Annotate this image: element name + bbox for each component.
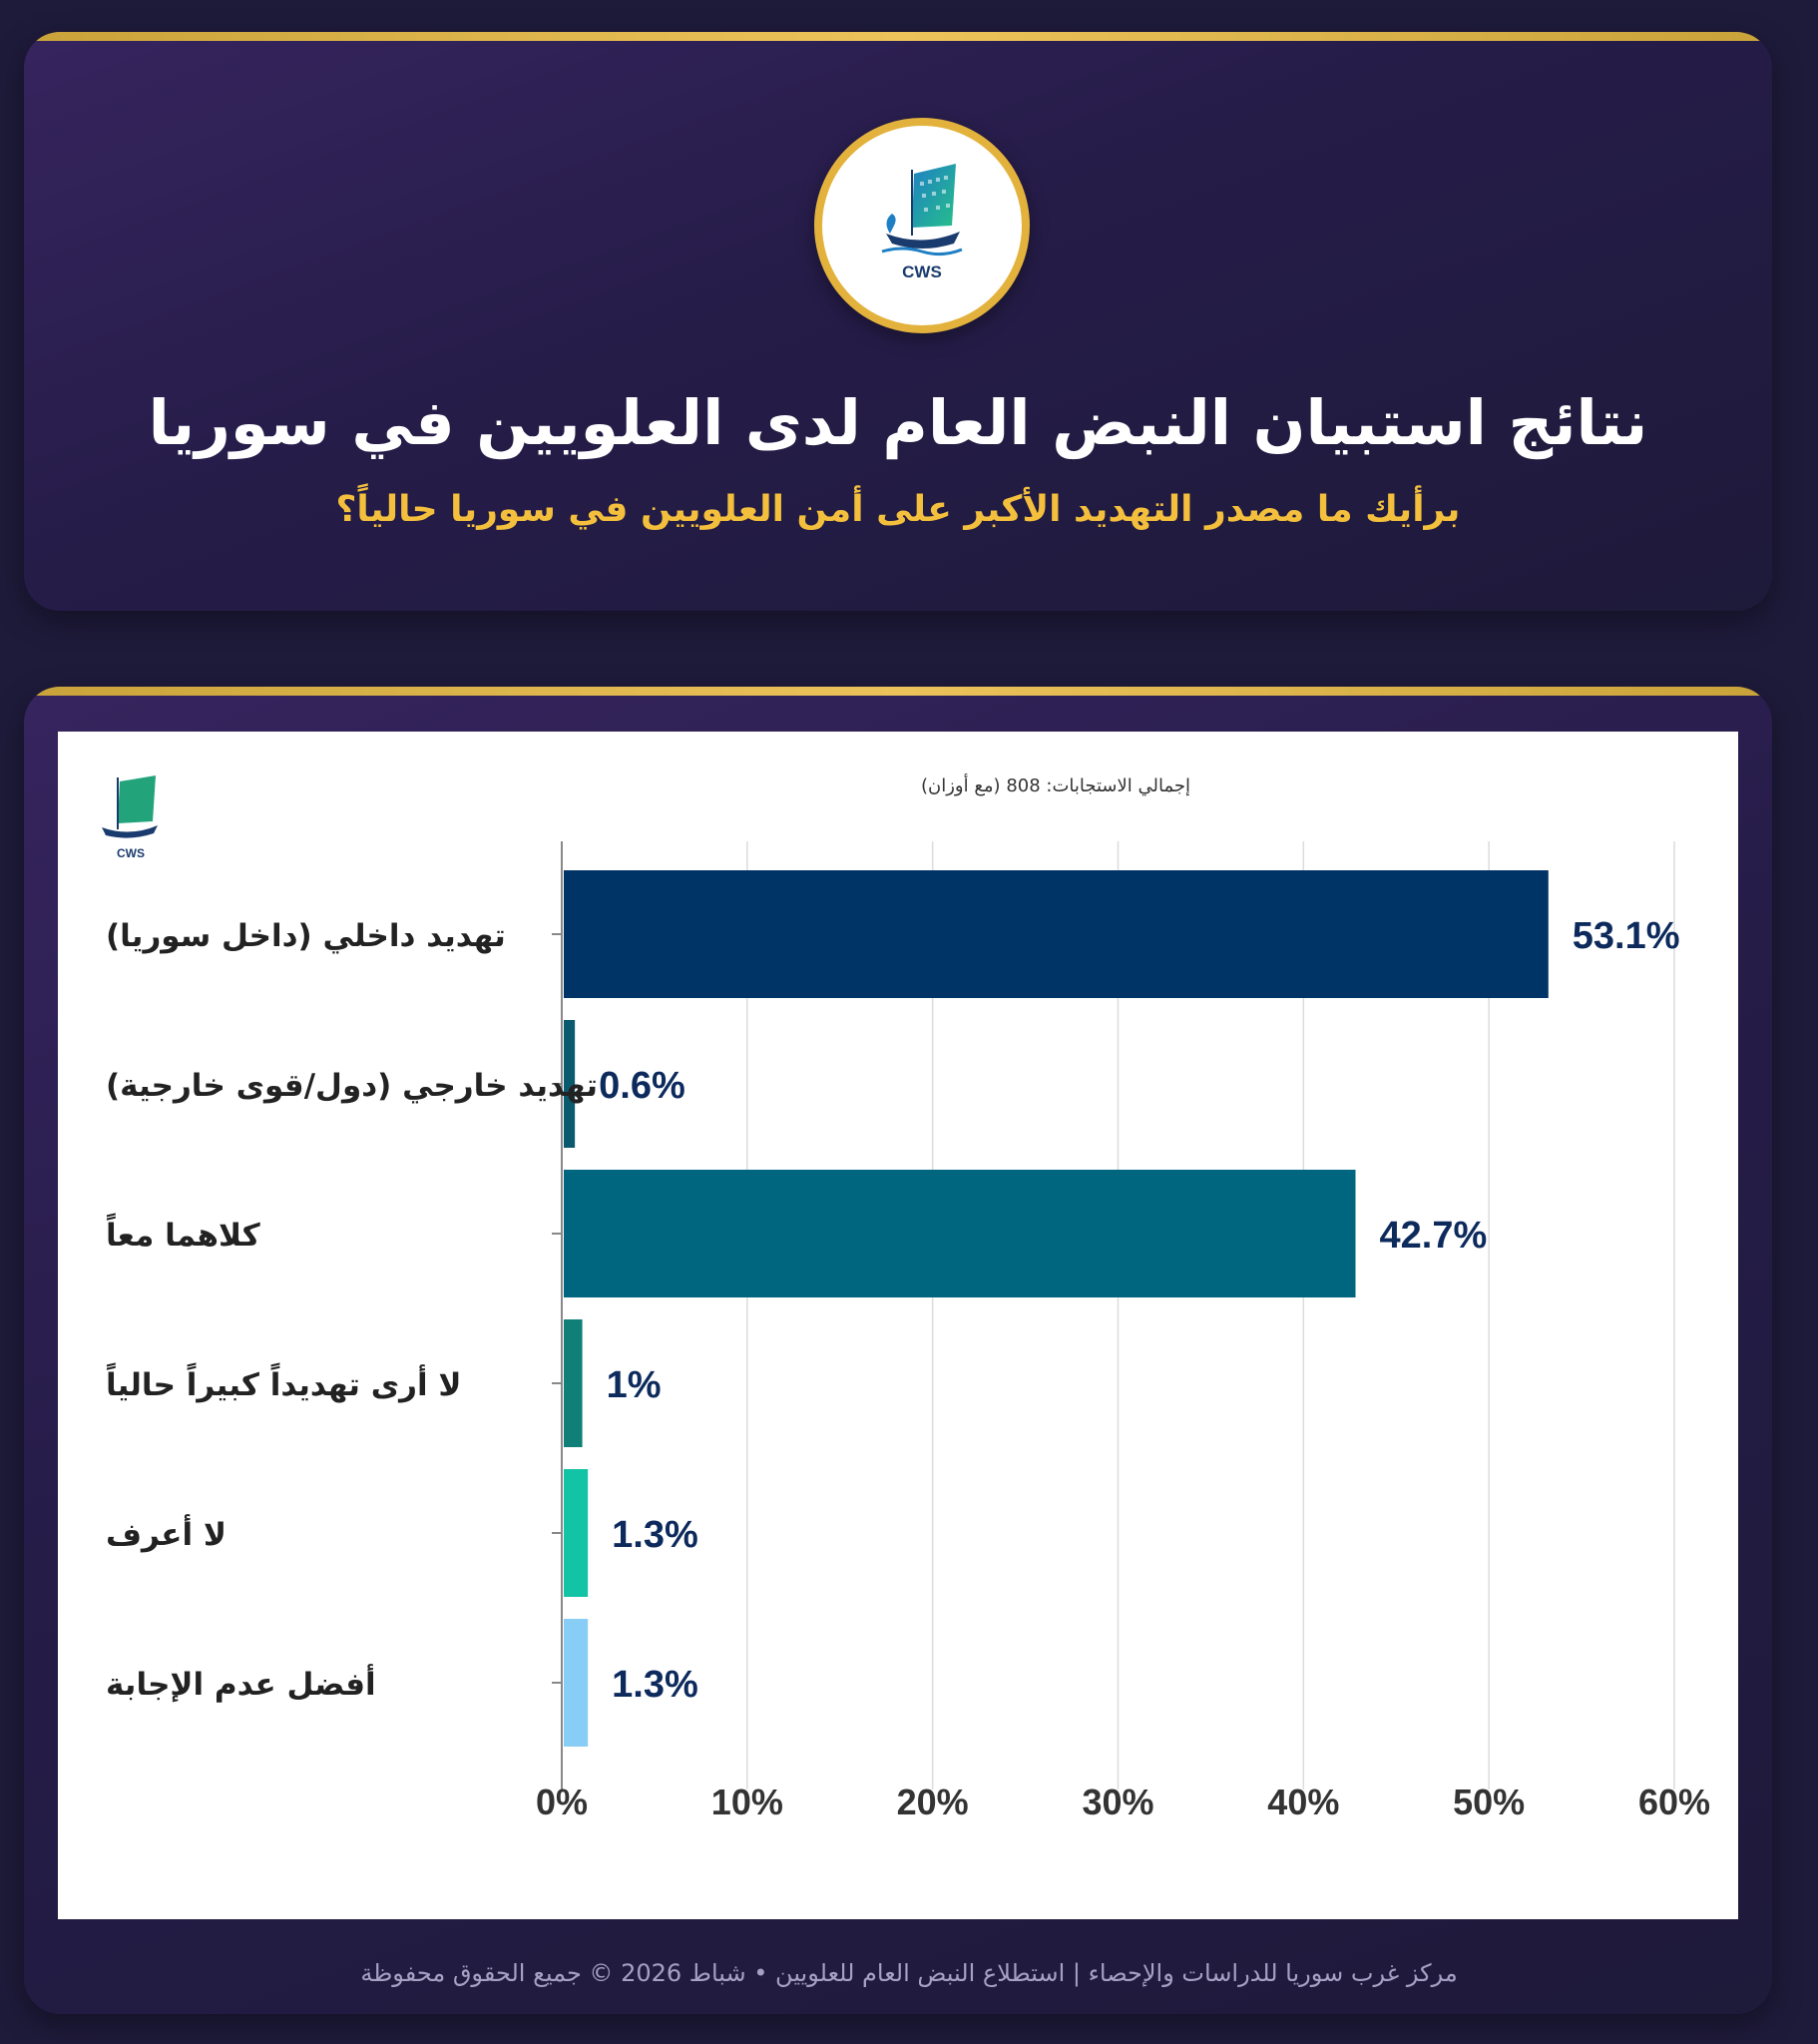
category-label: كلاهما معاً — [106, 1218, 260, 1254]
x-tick-label: 30% — [1082, 1782, 1154, 1822]
data-label: 53.1% — [1572, 915, 1680, 957]
chart-card — [24, 687, 1772, 2014]
x-tick-label: 10% — [710, 1782, 783, 1822]
bar — [564, 1170, 1356, 1297]
logo-text: CWS — [902, 262, 942, 281]
category-label: لا أرى تهديداً كبيراً حالياً — [106, 1367, 462, 1403]
total-responses-note: إجمالي الاستجابات: 808 (مع أوزان) — [920, 775, 1191, 796]
x-tick-label: 50% — [1453, 1782, 1526, 1822]
data-label: 0.6% — [599, 1065, 685, 1107]
x-tick-label: 60% — [1637, 1782, 1711, 1822]
data-label: 1.3% — [612, 1664, 698, 1706]
header-card — [24, 32, 1772, 611]
category-label: لا أعرف — [106, 1517, 227, 1553]
x-tick-label: 20% — [896, 1782, 969, 1822]
chart-logo-text: CWS — [117, 846, 145, 860]
data-label: 42.7% — [1379, 1215, 1488, 1257]
bar — [564, 1619, 588, 1747]
x-tick-label: 40% — [1267, 1782, 1340, 1822]
bar — [564, 1469, 588, 1597]
bar — [564, 1319, 583, 1447]
survey-question: برأيك ما مصدر التهديد الأكبر على أمن العلويين في سوريا حالياً؟ — [335, 489, 1461, 530]
category-label: أفضل عدم الإجابة — [106, 1667, 376, 1703]
bar — [564, 870, 1549, 998]
ship-logo-icon — [852, 156, 992, 295]
category-label: تهديد خارجي (دول/قوى خارجية) — [106, 1068, 598, 1104]
chart-panel — [58, 732, 1738, 1919]
chart-logo — [88, 769, 174, 861]
x-tick-label: 0% — [535, 1782, 589, 1822]
data-label: 1.3% — [612, 1514, 698, 1556]
footer-text: مركز غرب سوريا للدراسات والإحصاء | استطلاع النبض العام للعلويين • شباط 2026 © جميع الحقوق محفوظة — [360, 1959, 1458, 1987]
data-label: 1% — [606, 1364, 662, 1406]
page-title: نتائج استبيان النبض العام لدى العلويين في سوريا — [148, 386, 1648, 459]
bar-chart — [58, 732, 1738, 1919]
category-label: تهديد داخلي (داخل سوريا) — [106, 918, 506, 954]
cws-logo — [814, 118, 1030, 333]
